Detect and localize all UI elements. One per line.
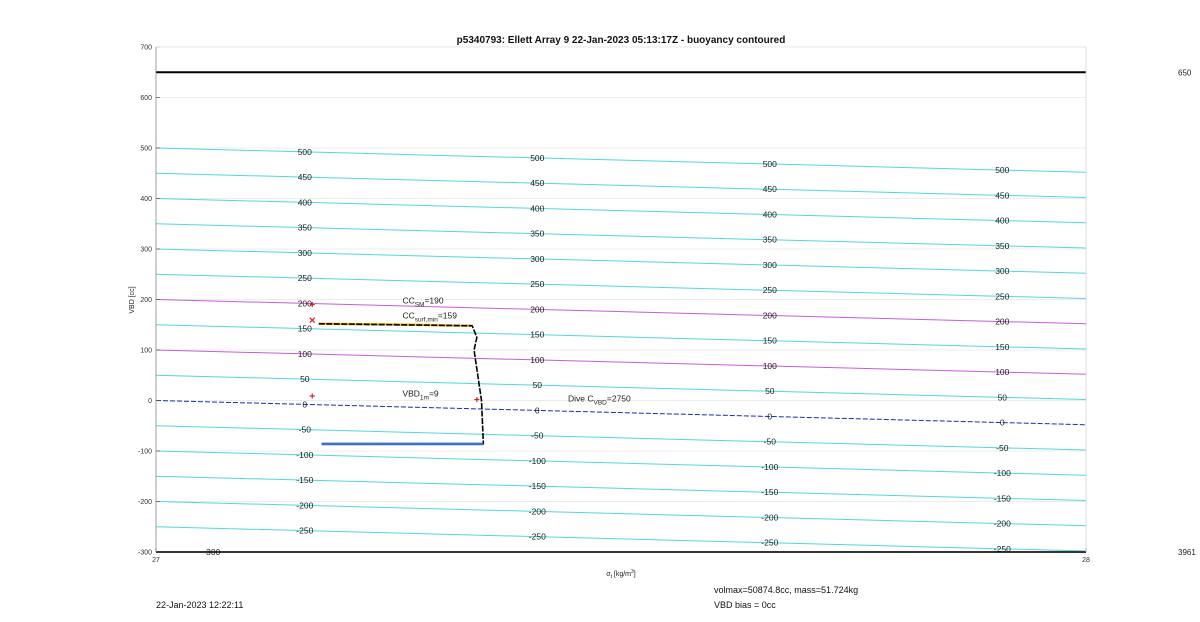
annotations bbox=[310, 296, 631, 407]
contour-line-500 bbox=[156, 148, 1086, 172]
contour-label: 200 bbox=[995, 316, 1010, 327]
contour-label: 100 bbox=[297, 348, 312, 359]
contour-label: 500 bbox=[995, 165, 1010, 176]
contour-label: -150 bbox=[761, 487, 779, 498]
contour-label: -150 bbox=[528, 481, 546, 492]
contour-label: 400 bbox=[530, 203, 545, 214]
annotation: $VBD_{1m}=9$ bbox=[402, 388, 439, 402]
contour-line--50 bbox=[156, 426, 1086, 450]
contour-label: 350 bbox=[762, 234, 777, 245]
contour-line-150 bbox=[156, 325, 1086, 349]
contour-label: 300 bbox=[995, 266, 1010, 277]
contour-label: 400 bbox=[297, 197, 312, 208]
contour-label: 300 bbox=[530, 253, 545, 264]
y-tick-label: 200 bbox=[140, 297, 152, 304]
contour-line-400 bbox=[156, 199, 1086, 223]
y-tick-label: -100 bbox=[137, 448, 152, 456]
contour-label: 250 bbox=[995, 291, 1010, 302]
chart-title: p5340793: Ellett Array 9 22-Jan-2023 05:13:17Z - buoyancy contoured bbox=[456, 35, 786, 46]
contour-label: 0 bbox=[302, 399, 308, 410]
contour-label: 400 bbox=[762, 209, 777, 220]
contour-label: 250 bbox=[297, 273, 312, 284]
axes bbox=[138, 45, 1090, 565]
y-tick-label: 400 bbox=[140, 196, 152, 203]
contour-label: -300 bbox=[203, 547, 221, 557]
contour-label: 400 bbox=[995, 215, 1010, 226]
contour-label: 150 bbox=[995, 341, 1010, 352]
marker-plus bbox=[310, 393, 315, 398]
y-tick-label: -200 bbox=[137, 499, 152, 506]
marker-plus bbox=[474, 397, 479, 402]
contour-label: 450 bbox=[297, 172, 312, 183]
contour-line-350 bbox=[156, 224, 1086, 248]
y-tick-label: -300 bbox=[137, 549, 152, 557]
contour-label: -150 bbox=[993, 493, 1011, 504]
contour-label: 450 bbox=[995, 190, 1010, 201]
contour-label: 0 bbox=[534, 405, 540, 416]
contour-label: 150 bbox=[762, 335, 777, 346]
y-tick-label: 0 bbox=[148, 398, 152, 405]
y-tick-label: 500 bbox=[140, 145, 152, 153]
series-profile-outline bbox=[319, 324, 484, 444]
contour-label: -250 bbox=[993, 543, 1011, 554]
contour-label: -200 bbox=[993, 518, 1011, 529]
hline-label-vbd-max: 650 bbox=[1178, 68, 1192, 78]
contour-label: 300 bbox=[297, 247, 312, 258]
x-tick-label: 28 bbox=[1082, 557, 1090, 564]
contour-label: -200 bbox=[528, 506, 546, 517]
contour-label: 350 bbox=[530, 228, 545, 239]
contour-label: -200 bbox=[761, 512, 779, 523]
contour-label: 200 bbox=[762, 310, 777, 321]
contour-label: -50 bbox=[763, 436, 776, 447]
contour-label: -100 bbox=[528, 455, 546, 466]
contour-label: 100 bbox=[995, 367, 1010, 378]
annotation: $CC_{SM}=190$ bbox=[402, 295, 444, 309]
marker-x bbox=[310, 318, 315, 323]
contour-label: 50 bbox=[997, 392, 1008, 403]
contour-line-300 bbox=[156, 249, 1086, 273]
contour-line-450 bbox=[156, 173, 1086, 197]
contour-label: -250 bbox=[761, 537, 779, 548]
contour-line-0 bbox=[156, 401, 1086, 425]
contour-label: 150 bbox=[297, 323, 312, 334]
contour-label: -50 bbox=[996, 442, 1009, 453]
contour-label: 450 bbox=[530, 178, 545, 189]
annotation: $CC_{surf,min}=159$ bbox=[402, 310, 458, 324]
annotation: Dive $C_{VBD}=2750$ bbox=[567, 393, 631, 407]
contour-label: -200 bbox=[296, 500, 314, 511]
contour-label: 50 bbox=[300, 374, 310, 385]
x-tick-label: 27 bbox=[152, 557, 160, 564]
contour-label: 250 bbox=[762, 285, 777, 296]
contour-label: 450 bbox=[762, 184, 777, 195]
contour-label: -250 bbox=[296, 525, 314, 536]
series-layer bbox=[319, 324, 484, 444]
contour-label: 350 bbox=[297, 222, 312, 233]
y-tick-label: 300 bbox=[140, 246, 152, 254]
hline-label-vbd-min: 3961 bbox=[1178, 548, 1196, 557]
contour-label: -250 bbox=[528, 531, 546, 542]
contour-label: 250 bbox=[530, 279, 545, 290]
contour-label: 500 bbox=[530, 152, 545, 163]
y-tick-label: 100 bbox=[140, 347, 152, 355]
contour-label: 200 bbox=[297, 298, 312, 309]
contour-line-250 bbox=[156, 274, 1086, 298]
contour-label: 150 bbox=[530, 329, 545, 340]
y-axis-label: VBD [cc] bbox=[129, 286, 136, 314]
contour-label: -50 bbox=[298, 424, 311, 435]
contour-label: 500 bbox=[762, 158, 777, 169]
contour-label: 100 bbox=[530, 354, 545, 365]
contour-label: 350 bbox=[995, 240, 1010, 251]
contour-label: 0 bbox=[999, 417, 1005, 428]
contour-label: 0 bbox=[767, 411, 773, 422]
contour-label: -150 bbox=[296, 475, 314, 486]
contour-label: 50 bbox=[765, 386, 775, 397]
x-axis-label: $\sigma_t$ $[kg/m^3]$ bbox=[606, 569, 636, 580]
footer-volmax: volmax=50874.8cc, mass=51.724kg bbox=[714, 585, 859, 595]
contour-line-200 bbox=[156, 300, 1086, 324]
contour-label: -100 bbox=[993, 468, 1011, 479]
y-tick-label: 700 bbox=[140, 44, 152, 52]
contour-label: -100 bbox=[296, 449, 314, 460]
contour-label: 500 bbox=[297, 146, 312, 157]
contour-label: -50 bbox=[531, 430, 544, 441]
y-tick-label: 600 bbox=[140, 95, 152, 102]
contour-label: 100 bbox=[762, 360, 777, 371]
footer-timestamp: 22-Jan-2023 12:22:11 bbox=[156, 600, 244, 610]
contour-layer bbox=[156, 148, 1086, 551]
contour-label: 50 bbox=[532, 380, 543, 391]
footer-vbd-bias: VBD bias = 0cc bbox=[714, 600, 776, 610]
contour-label: 300 bbox=[762, 259, 777, 270]
contour-line-100 bbox=[156, 350, 1086, 374]
contour-label: 200 bbox=[530, 304, 545, 315]
contour-label: -100 bbox=[761, 461, 779, 472]
